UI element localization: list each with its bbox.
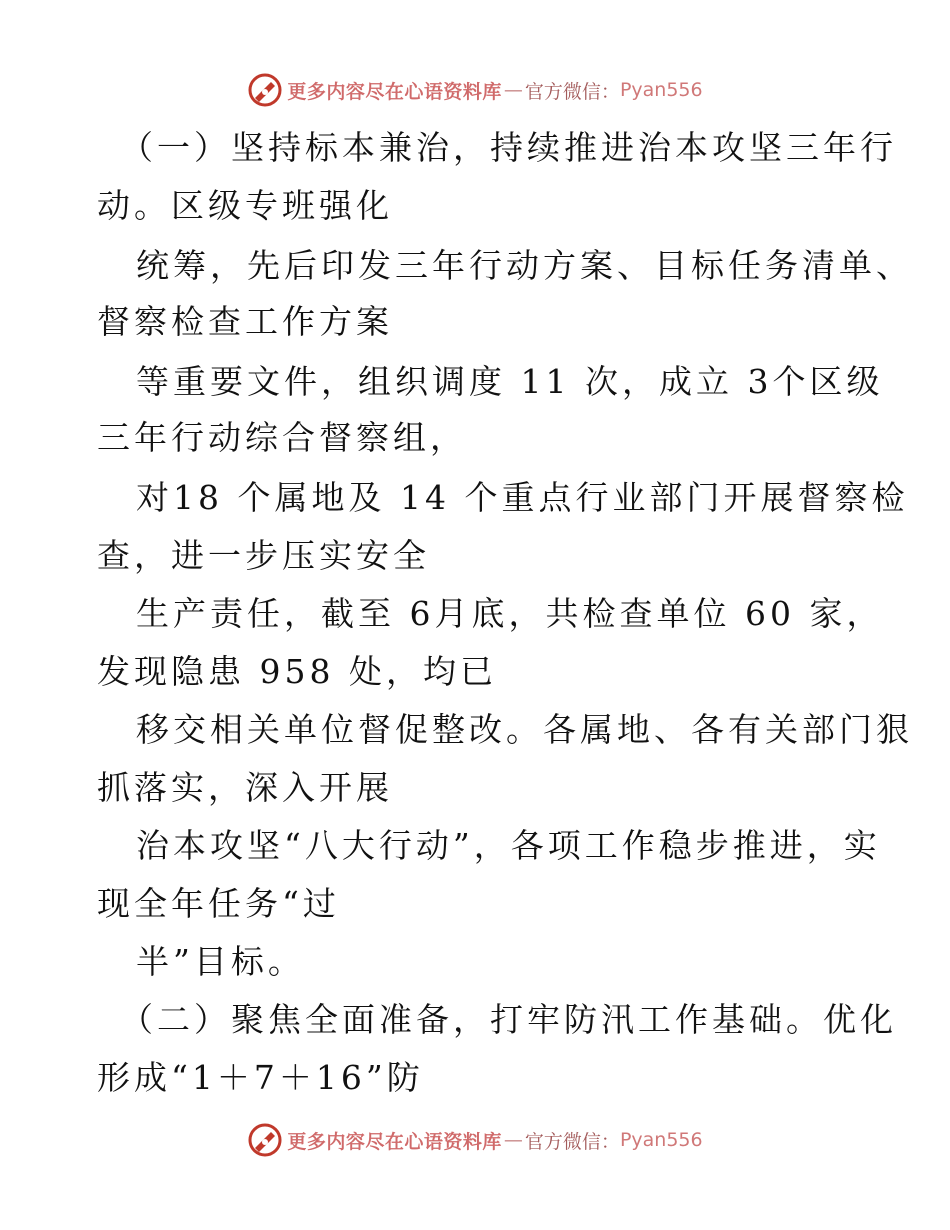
body-line: 抓落实，深入开展 xyxy=(97,768,393,807)
body-line: 三年行动综合督察组， xyxy=(97,418,467,457)
body-line: 对18 个属地及 14 个重点行业部门开展督察检 xyxy=(136,478,909,517)
body-line: 查，进一步压实安全 xyxy=(97,536,430,575)
body-line: 治本攻坚“八大行动”，各项工作稳步推进，实 xyxy=(136,826,881,865)
body-line: 统筹，先后印发三年行动方案、目标任务清单、 xyxy=(136,246,913,285)
body-line: 生产责任，截至 6月底，共检查单位 60 家， xyxy=(136,594,884,633)
body-line: 移交相关单位督促整改。各属地、各有关部门狠 xyxy=(136,710,913,749)
footer-brand-text: 更多内容尽在心语资料库 xyxy=(287,1130,502,1153)
body-line: 现全年任务“过 xyxy=(97,884,340,923)
header-dash: — xyxy=(503,79,523,101)
body-line: 半”目标。 xyxy=(136,942,305,981)
body-line: 发现隐患 958 处，均已 xyxy=(97,652,497,691)
header-banner xyxy=(0,70,950,110)
footer-dash: — xyxy=(503,1129,523,1151)
pen-circle-logo-icon xyxy=(247,72,283,108)
body-line: 督察检查工作方案 xyxy=(97,302,393,341)
body-line: 等重要文件，组织调度 11 次，成立 3个区级 xyxy=(136,362,884,401)
body-line: 形成“1＋7＋16”防 xyxy=(97,1058,424,1097)
header-brand-text: 更多内容尽在心语资料库 xyxy=(287,80,502,103)
header-official-label: 官方微信： xyxy=(524,80,620,103)
header-wechat-id: Pyan556 xyxy=(619,79,703,101)
footer-banner xyxy=(0,1120,950,1160)
body-line: （一）坚持标本兼治，持续推进治本攻坚三年行 xyxy=(120,128,897,167)
pen-circle-logo-icon xyxy=(247,1122,283,1158)
body-line: （二）聚焦全面准备，打牢防汛工作基础。优化 xyxy=(120,1000,897,1039)
footer-official-label: 官方微信： xyxy=(524,1130,620,1153)
footer-wechat-id: Pyan556 xyxy=(619,1129,703,1151)
body-line: 动。区级专班强化 xyxy=(97,186,393,225)
